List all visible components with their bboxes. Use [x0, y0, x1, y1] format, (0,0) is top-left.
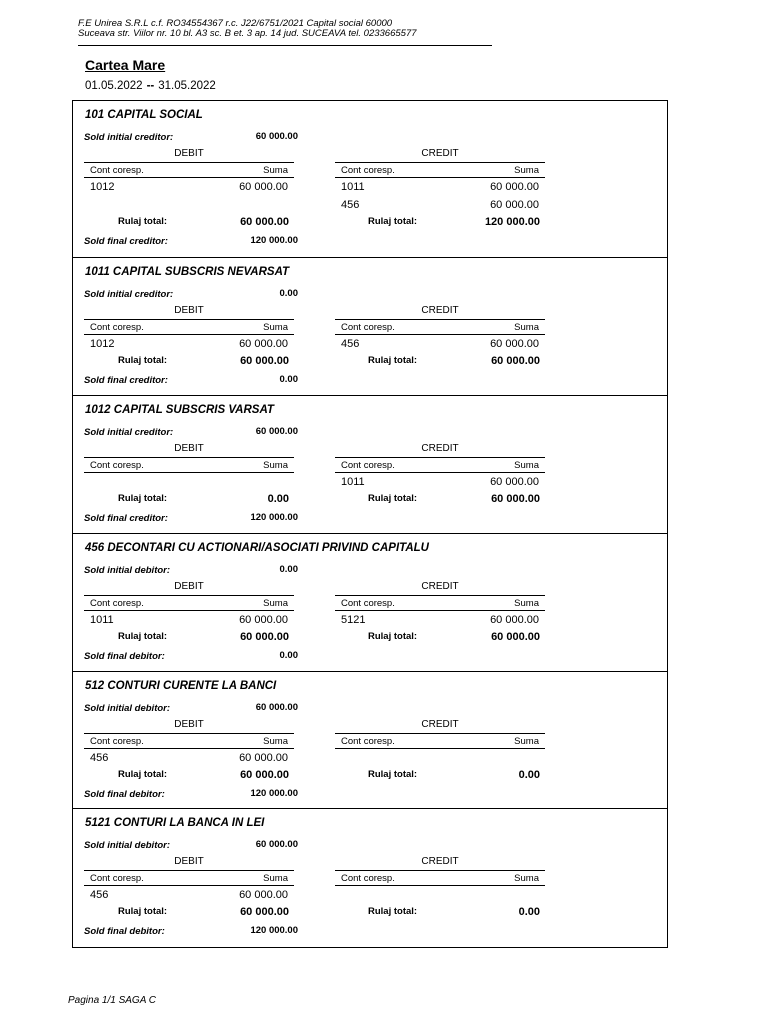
rulaj-credit-value: 0.00: [518, 906, 540, 918]
column-suma: Suma: [263, 165, 288, 176]
column-suma: Suma: [263, 736, 288, 747]
debit-header: DEBIT: [174, 148, 204, 159]
initial-balance-label: Sold initial debitor:: [84, 565, 171, 576]
debit-row-account: 1011: [90, 614, 114, 626]
column-cont-coresp: Cont coresp.: [90, 165, 144, 176]
credit-column-header: [335, 319, 545, 335]
initial-balance-label: Sold initial creditor:: [84, 132, 174, 143]
column-suma: Suma: [514, 460, 539, 471]
debit-row-account: 1012: [90, 338, 115, 350]
account-section: [73, 258, 667, 396]
credit-row: [335, 181, 545, 195]
final-balance-value: 0.00: [279, 650, 298, 661]
rulaj-credit-value: 0.00: [518, 769, 540, 781]
initial-balance-label: Sold initial creditor:: [84, 427, 174, 438]
debit-column-header: [84, 162, 294, 178]
rulaj-debit-label: Rulaj total:: [118, 355, 168, 366]
credit-row: [335, 338, 545, 352]
final-balance-value: 120 000.00: [250, 925, 298, 936]
account-title: 101 CAPITAL SOCIAL: [85, 109, 203, 121]
column-cont-coresp: Cont coresp.: [341, 322, 395, 333]
debit-column-header: [84, 733, 294, 749]
debit-row: [84, 614, 294, 628]
rulaj-debit-value: 60 000.00: [240, 631, 289, 643]
rulaj-debit-label: Rulaj total:: [118, 769, 168, 780]
debit-row: [84, 181, 294, 195]
report-period: [85, 80, 216, 92]
column-suma: Suma: [514, 322, 539, 333]
final-balance-label: Sold final creditor:: [84, 375, 168, 386]
rulaj-debit-value: 0.00: [267, 493, 289, 505]
credit-row-account: 1011: [341, 181, 365, 193]
initial-balance-label: Sold initial debitor:: [84, 703, 171, 714]
company-address-line: Suceava str. Viilor nr. 10 bl. A3 sc. B et. 3 ap. 14 jud. SUCEAVA tel. 0233665577: [78, 28, 417, 39]
page-footer: Pagina 1/1 SAGA C: [68, 995, 157, 1006]
credit-column-header: [335, 595, 545, 611]
final-balance-value: 120 000.00: [250, 512, 298, 523]
account-title: 5121 CONTURI LA BANCA IN LEI: [85, 817, 265, 829]
final-balance-label: Sold final creditor:: [84, 236, 168, 247]
debit-row-account: 456: [90, 889, 109, 901]
initial-balance-value: 60 000.00: [255, 131, 298, 142]
account-title: 1011 CAPITAL SUBSCRIS NEVARSAT: [85, 266, 290, 278]
column-suma: Suma: [514, 736, 539, 747]
debit-header: DEBIT: [174, 305, 204, 316]
debit-row-amount: 60 000.00: [239, 181, 288, 193]
final-balance-value: 120 000.00: [250, 788, 298, 799]
column-cont-coresp: Cont coresp.: [341, 460, 395, 471]
column-cont-coresp: Cont coresp.: [90, 460, 144, 471]
debit-row: [84, 752, 294, 766]
page-title: Cartea Mare: [85, 57, 166, 73]
account-section: [73, 101, 667, 258]
credit-row-account: 456: [341, 338, 360, 350]
credit-header: CREDIT: [421, 719, 459, 730]
rulaj-credit-label: Rulaj total:: [368, 493, 418, 504]
company-info-line: F.E Unirea S.R.L c.f. RO34554367 r.c. J22/6751/2021 Capital social 60000: [78, 18, 393, 29]
credit-row: [335, 614, 545, 628]
accounts-ledger: [72, 100, 668, 948]
initial-balance-value: 60 000.00: [255, 426, 298, 437]
debit-column-header: [84, 457, 294, 473]
credit-header: CREDIT: [421, 856, 459, 867]
column-cont-coresp: Cont coresp.: [341, 598, 395, 609]
credit-row-amount: 60 000.00: [490, 476, 539, 488]
final-balance-label: Sold final debitor:: [84, 651, 165, 662]
column-suma: Suma: [263, 873, 288, 884]
debit-header: DEBIT: [174, 581, 204, 592]
column-cont-coresp: Cont coresp.: [341, 873, 395, 884]
final-balance-label: Sold final debitor:: [84, 789, 165, 800]
initial-balance-value: 60 000.00: [255, 839, 298, 850]
rulaj-credit-label: Rulaj total:: [368, 216, 418, 227]
column-cont-coresp: Cont coresp.: [341, 736, 395, 747]
credit-row-account: 5121: [341, 614, 366, 626]
rulaj-credit-value: 60 000.00: [491, 493, 540, 505]
credit-row-amount: 60 000.00: [490, 199, 539, 211]
credit-column-header: [335, 733, 545, 749]
rulaj-credit-label: Rulaj total:: [368, 355, 418, 366]
account-section: [73, 672, 667, 809]
rulaj-credit-label: Rulaj total:: [368, 769, 418, 780]
debit-column-header: [84, 870, 294, 886]
rulaj-debit-value: 60 000.00: [240, 906, 289, 918]
debit-header: DEBIT: [174, 856, 204, 867]
credit-column-header: [335, 162, 545, 178]
debit-row-amount: 60 000.00: [239, 614, 288, 626]
credit-row: [335, 199, 545, 213]
debit-column-header: [84, 319, 294, 335]
initial-balance-value: 0.00: [279, 288, 298, 299]
initial-balance-value: 60 000.00: [255, 702, 298, 713]
debit-header: DEBIT: [174, 719, 204, 730]
column-cont-coresp: Cont coresp.: [90, 322, 144, 333]
account-title: 1012 CAPITAL SUBSCRIS VARSAT: [85, 404, 274, 416]
credit-row-account: 456: [341, 199, 360, 211]
final-balance-label: Sold final debitor:: [84, 926, 165, 937]
column-cont-coresp: Cont coresp.: [90, 873, 144, 884]
credit-header: CREDIT: [421, 305, 459, 316]
debit-header: DEBIT: [174, 443, 204, 454]
rulaj-debit-label: Rulaj total:: [118, 216, 168, 227]
credit-header: CREDIT: [421, 443, 459, 454]
credit-row-amount: 60 000.00: [490, 614, 539, 626]
column-suma: Suma: [263, 322, 288, 333]
debit-row: [84, 338, 294, 352]
rulaj-credit-label: Rulaj total:: [368, 906, 418, 917]
debit-row-amount: 60 000.00: [239, 889, 288, 901]
column-suma: Suma: [263, 460, 288, 471]
rulaj-debit-label: Rulaj total:: [118, 906, 168, 917]
credit-row: [335, 476, 545, 490]
rulaj-credit-label: Rulaj total:: [368, 631, 418, 642]
rulaj-credit-value: 60 000.00: [491, 355, 540, 367]
credit-header: CREDIT: [421, 581, 459, 592]
column-suma: Suma: [514, 598, 539, 609]
debit-row-amount: 60 000.00: [239, 752, 288, 764]
rulaj-debit-label: Rulaj total:: [118, 493, 168, 504]
account-title: 456 DECONTARI CU ACTIONARI/ASOCIATI PRIVIND CAPITALU: [85, 542, 429, 554]
initial-balance-label: Sold initial creditor:: [84, 289, 174, 300]
credit-row-account: 1011: [341, 476, 365, 488]
column-suma: Suma: [514, 165, 539, 176]
account-title: 512 CONTURI CURENTE LA BANCI: [85, 680, 277, 692]
rulaj-debit-value: 60 000.00: [240, 769, 289, 781]
debit-row-account: 456: [90, 752, 109, 764]
column-cont-coresp: Cont coresp.: [90, 736, 144, 747]
initial-balance-label: Sold initial debitor:: [84, 840, 171, 851]
debit-row: [84, 889, 294, 903]
credit-column-header: [335, 457, 545, 473]
credit-row-amount: 60 000.00: [490, 338, 539, 350]
rulaj-debit-label: Rulaj total:: [118, 631, 168, 642]
debit-column-header: [84, 595, 294, 611]
debit-row-account: 1012: [90, 181, 115, 193]
initial-balance-value: 0.00: [279, 564, 298, 575]
account-section: [73, 396, 667, 534]
company-header: [78, 19, 492, 46]
final-balance-label: Sold final creditor:: [84, 513, 168, 524]
final-balance-value: 120 000.00: [250, 235, 298, 246]
rulaj-debit-value: 60 000.00: [240, 355, 289, 367]
column-suma: Suma: [263, 598, 288, 609]
account-section: [73, 809, 667, 948]
rulaj-credit-value: 120 000.00: [484, 216, 540, 228]
period-separator: --: [146, 80, 155, 92]
rulaj-debit-value: 60 000.00: [240, 216, 289, 228]
rulaj-credit-value: 60 000.00: [491, 631, 540, 643]
period-to: 31.05.2022: [158, 80, 216, 92]
column-cont-coresp: Cont coresp.: [90, 598, 144, 609]
column-cont-coresp: Cont coresp.: [341, 165, 395, 176]
credit-column-header: [335, 870, 545, 886]
column-suma: Suma: [514, 873, 539, 884]
final-balance-value: 0.00: [279, 374, 298, 385]
account-section: [73, 534, 667, 672]
credit-row-amount: 60 000.00: [490, 181, 539, 193]
debit-row-amount: 60 000.00: [239, 338, 288, 350]
period-from: 01.05.2022: [85, 80, 143, 92]
credit-header: CREDIT: [421, 148, 459, 159]
